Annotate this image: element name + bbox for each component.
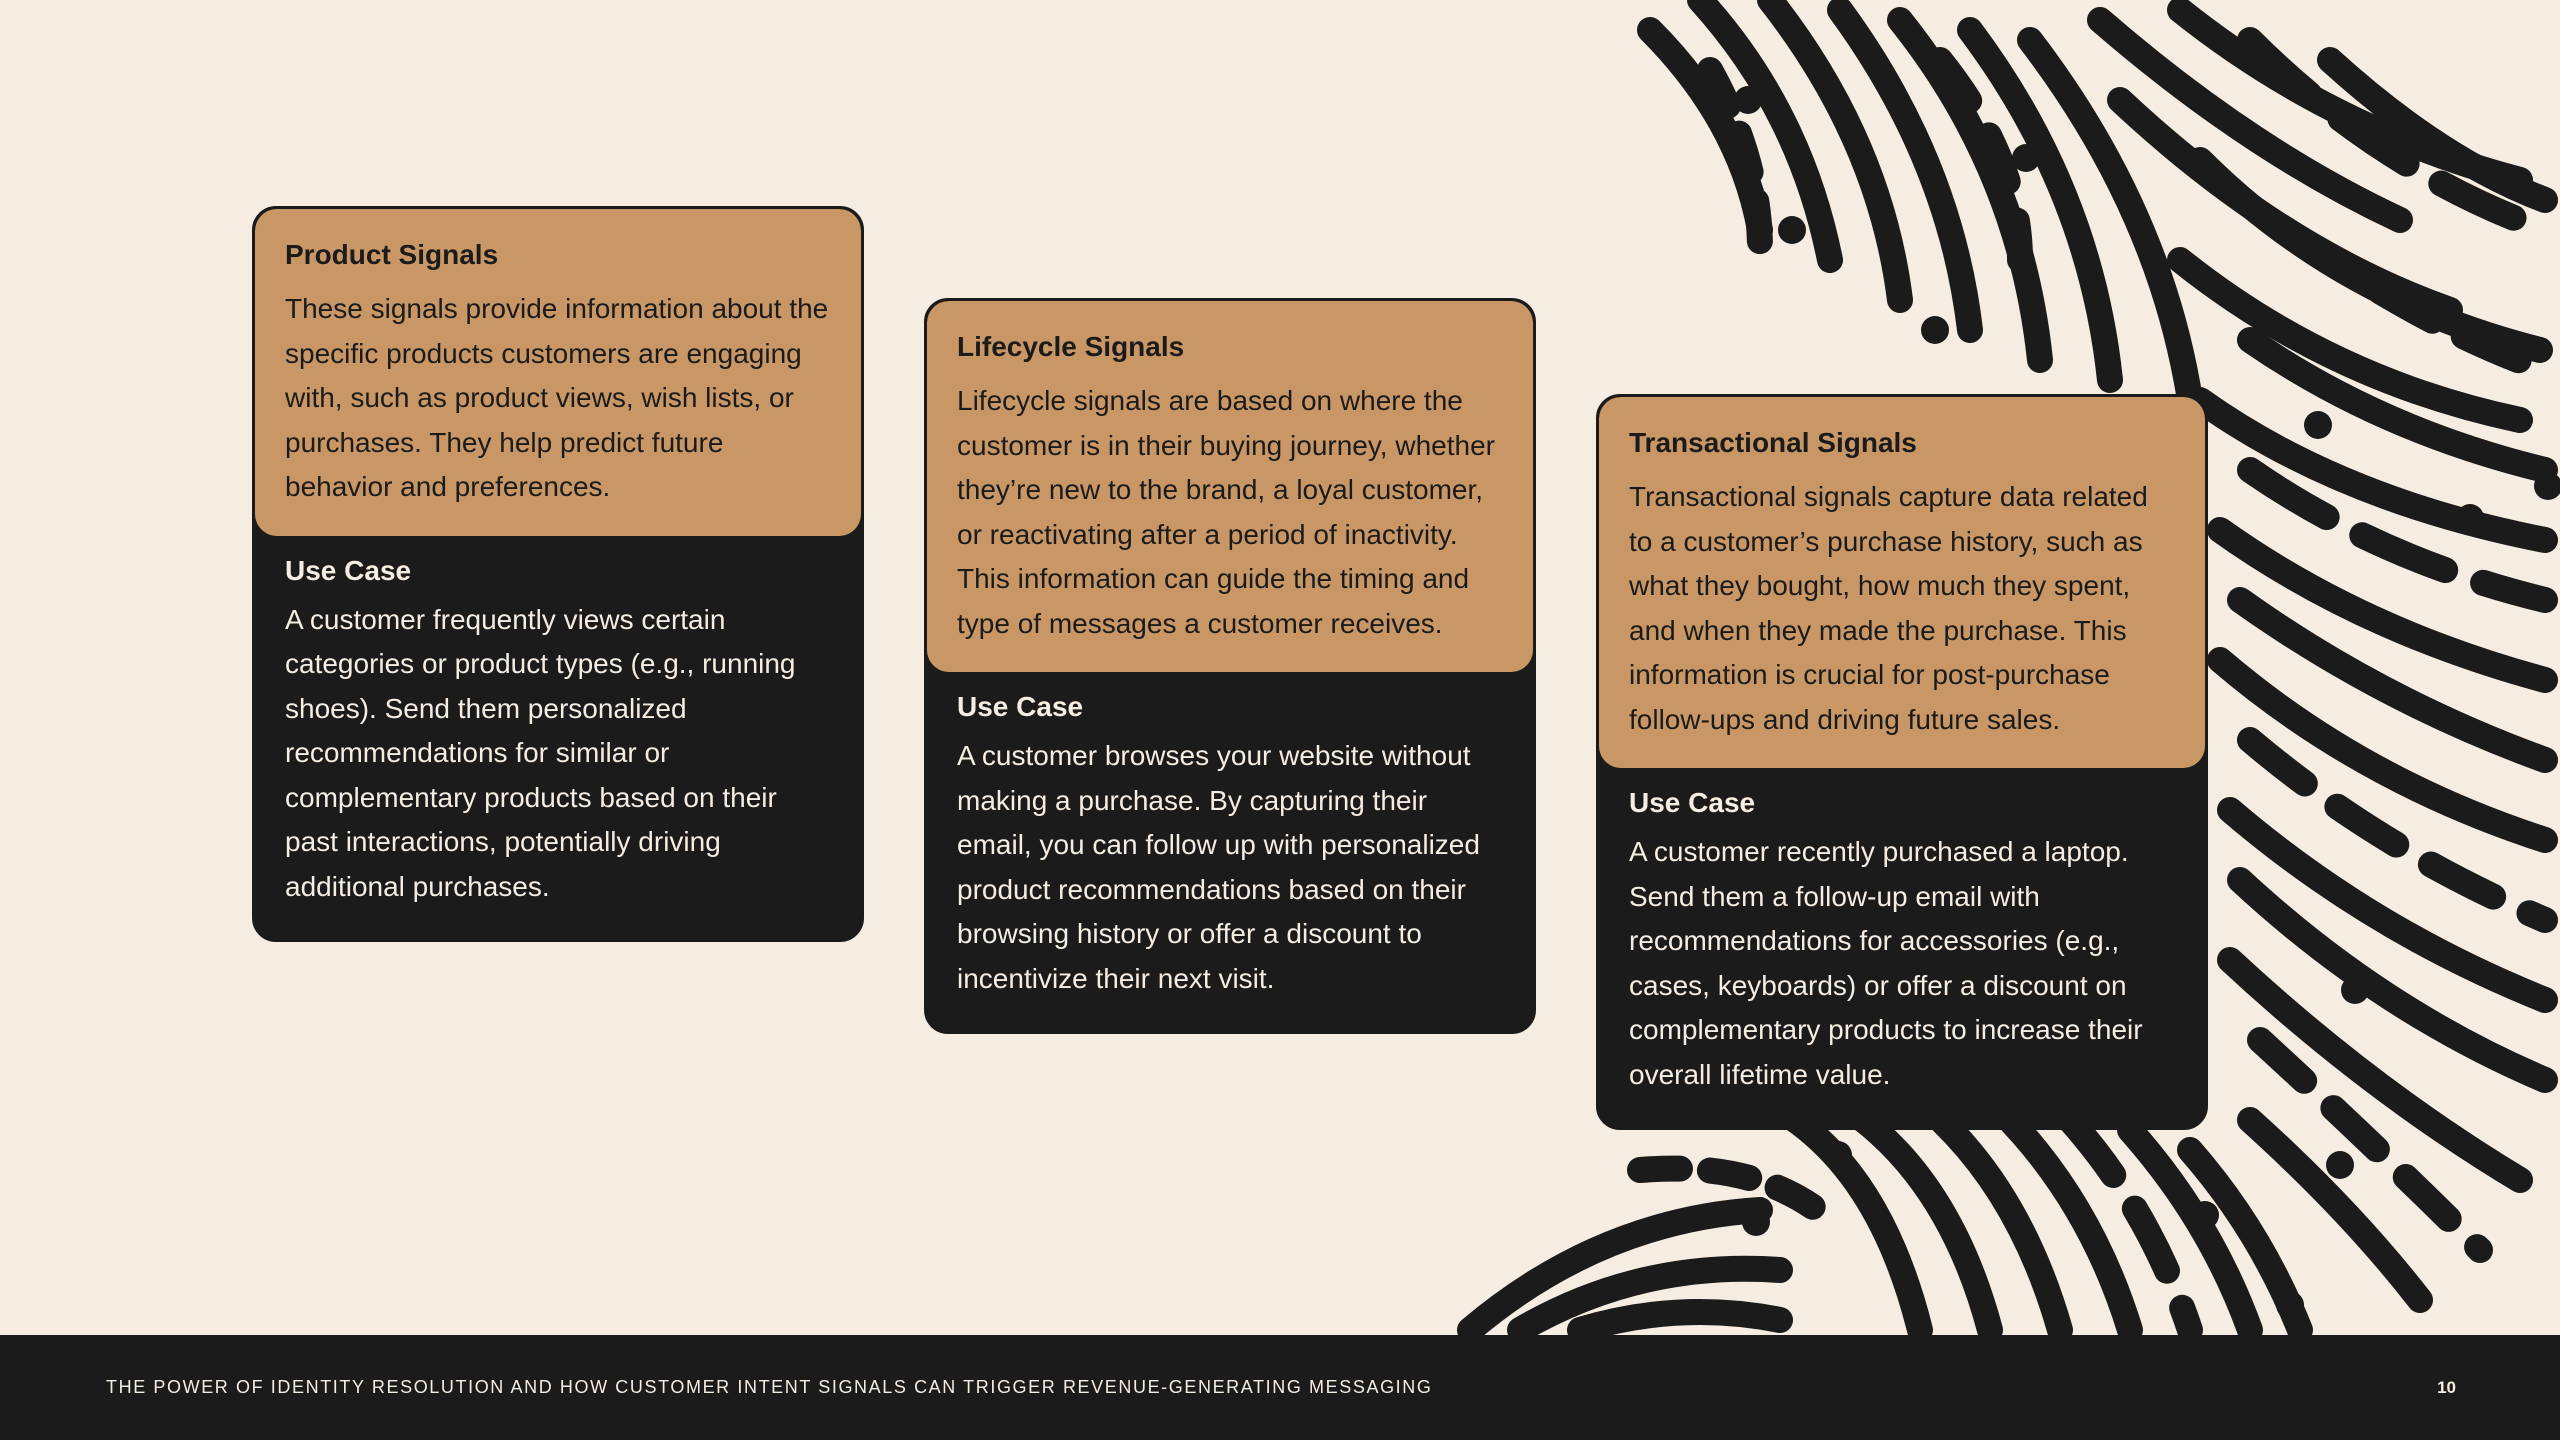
- use-case-section: [255, 536, 861, 940]
- use-case-section: [1599, 768, 2205, 1127]
- use-case-title: Use Case: [1629, 787, 1756, 818]
- card-title: Product Signals: [285, 239, 499, 270]
- use-case-title: Use Case: [957, 691, 1084, 722]
- use-case-description: A customer recently purchased a laptop. Send them a follow-up email with recommendations for accessories (e.g., cases, keyboards) or offer a discount on complementary products to increase their overall lifetime value.: [1629, 836, 2143, 1090]
- use-case-description: A customer browses your website without making a purchase. By capturing their email, you can follow up with personalized product recommendations based on their browsing history or offer a discount to incentivize their next visit.: [957, 740, 1480, 994]
- card-description: Transactional signals capture data related to a customer’s purchase history, such as what they bought, how much they spent, and when they made the purchase. This information is crucial for post-purchase follow-ups and driving future sales.: [1629, 481, 2148, 735]
- card-lifecycle-signals: [924, 298, 1536, 1034]
- use-case-section: [927, 672, 1533, 1031]
- card-header: [1599, 397, 2205, 768]
- card-title: Transactional Signals: [1629, 427, 1917, 458]
- card-product-signals: [252, 206, 864, 942]
- card-description: Lifecycle signals are based on where the customer is in their buying journey, whether they’re new to the brand, a loyal customer, or reactivating after a period of inactivity. This information can guide the timing and type of messages a customer receives.: [957, 385, 1495, 639]
- card-header: [255, 209, 861, 536]
- card-header: [927, 301, 1533, 672]
- page-number: 10: [2437, 1378, 2456, 1397]
- card-description: These signals provide information about the specific products customers are engaging with, such as product views, wish lists, or purchases. They help predict future behavior and preferences.: [285, 293, 829, 502]
- footer-bar: [0, 1335, 2560, 1440]
- use-case-title: Use Case: [285, 554, 412, 586]
- footer-title: THE POWER OF IDENTITY RESOLUTION AND HOW CUSTOMER INTENT SIGNALS CAN TRIGGER REVENUE-GENERATING MESSAGING: [106, 1377, 1433, 1397]
- card-transactional-signals: [1596, 394, 2208, 1130]
- card-title: Lifecycle Signals: [957, 331, 1185, 362]
- use-case-description: A customer frequently views certain categories or product types (e.g., running shoes). Send them personalized recommendations for similar or complementary products based on their past interactions, potentially driving additional purchases.: [285, 603, 796, 902]
